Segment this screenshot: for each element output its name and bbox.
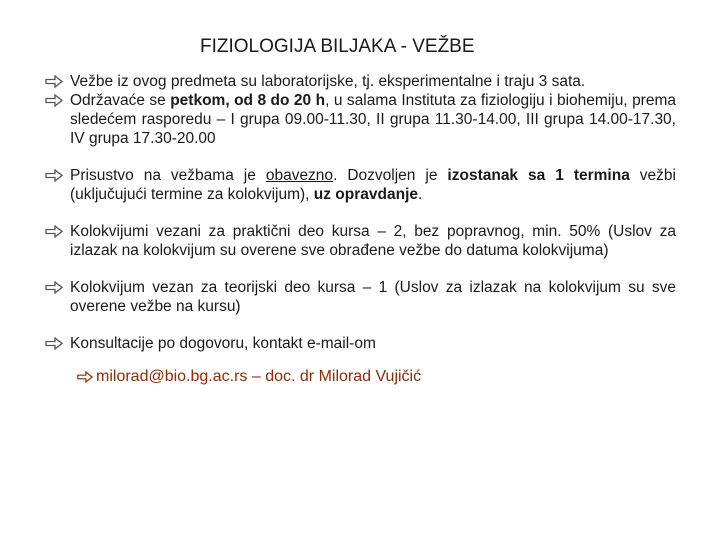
- bullet-item-theory-colloquium: [44, 278, 676, 316]
- bullet-arrow-icon: [44, 94, 66, 108]
- bullet-item-consultations: [44, 334, 676, 353]
- bullet-item-practical-colloquia: [44, 222, 676, 260]
- bullet-text: Kolokvijumi vezani za praktični deo kursa – 2, bez popravnog, min. 50% (Uslov za izlazak na kolokvijum su overene sve obrađene vežbe do datuma kolokvijuma): [70, 223, 676, 259]
- bullet-text: Prisustvo na vežbama je: [70, 167, 266, 184]
- bullet-text: Konsultacije po dogovoru, kontakt e-mail-om: [70, 335, 376, 352]
- bullet-item-attendance: [44, 166, 676, 204]
- bullet-text-bold: izostanak sa 1 termina: [447, 167, 630, 184]
- bullet-arrow-icon: [44, 225, 66, 239]
- bullet-text: Vežbe iz ovog predmeta su laboratorijske, tj. eksperimentalne i traju 3 sata.: [70, 73, 586, 90]
- slide-title: FIZIOLOGIJA BILJAKA - VEŽBE: [200, 36, 475, 57]
- bullet-arrow-icon: [44, 169, 66, 183]
- bullet-arrow-icon: [76, 371, 96, 385]
- bullet-item-schedule: [44, 91, 676, 148]
- bullet-text: , u salama Instituta za fiziologiju i biohemiju, prema sledećem rasporedu – I grupa 09.00-11.30, II grupa 11.30-14.00, III grupa 14.00-17.30, IV grupa 17.30-20.00: [70, 92, 676, 147]
- bullet-text: vežbi (uključujući termine za kolokvijum),: [70, 167, 676, 203]
- bullet-item-lab-exercises: [44, 72, 676, 91]
- contact-email-text[interactable]: milorad@bio.bg.ac.rs – doc. dr Milorad Vujičić: [96, 368, 422, 385]
- bullet-text: Kolokvijum vezan za teorijski deo kursa – 1 (Uslov za izlazak na kolokvijum su sve overene vežbe na kursu): [70, 279, 676, 315]
- contact-email-line[interactable]: [76, 367, 676, 387]
- bullet-text-underline: obavezno: [265, 167, 334, 184]
- bullet-text: .: [418, 186, 423, 203]
- bullet-text-bold: uz opravdanje: [313, 186, 418, 203]
- bullet-text: . Dozvoljen je: [333, 167, 448, 184]
- bullet-text-bold: petkom, od 8 do 20 h: [170, 92, 326, 109]
- slide-content: [44, 72, 676, 387]
- bullet-arrow-icon: [44, 337, 66, 351]
- bullet-text: Održavaće se: [70, 92, 171, 109]
- bullet-arrow-icon: [44, 75, 66, 89]
- bullet-arrow-icon: [44, 281, 66, 295]
